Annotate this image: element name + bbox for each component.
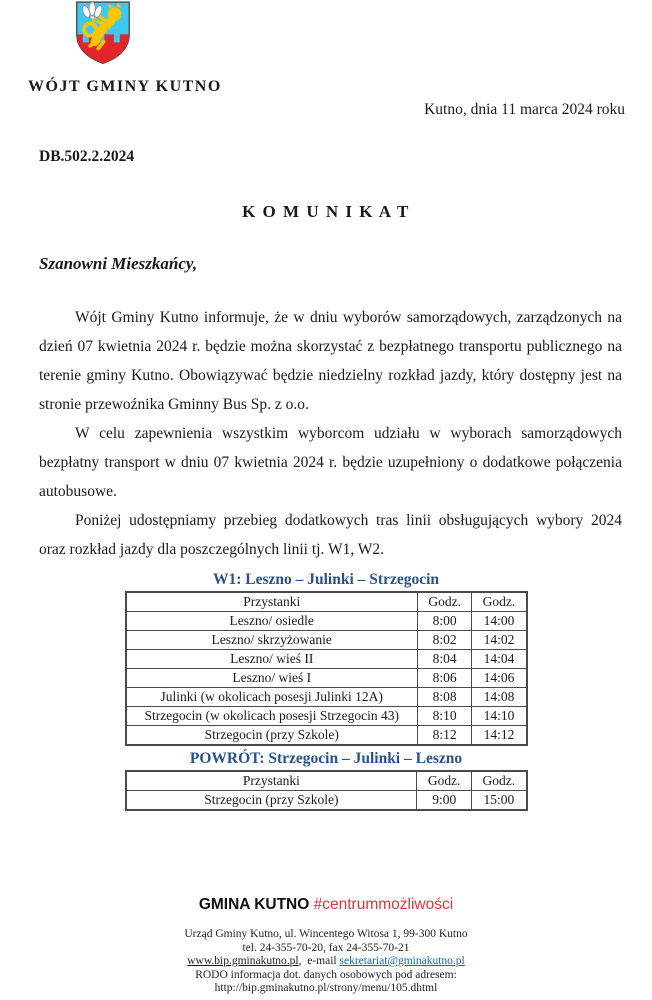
route-w1-title: W1: Leszno – Julinki – Strzegocin	[212, 571, 440, 588]
time-cell: 14:10	[472, 707, 527, 726]
coat-of-arms	[74, 0, 132, 71]
time-column-header: Godz.	[472, 592, 527, 612]
stop-cell: Strzegocin (przy Szkole)	[126, 726, 418, 746]
body-text	[39, 303, 622, 564]
stop-cell: Leszno/ wieś II	[126, 650, 418, 669]
rodo-url: http://bip.gminakutno.pl/strony/menu/105.dhtml	[214, 982, 438, 994]
address-line: Urząd Gminy Kutno, ul. Wincentego Witosa 1, 99-300 Kutno	[184, 928, 468, 940]
time-column-header: Godz.	[417, 771, 472, 791]
time-cell: 8:00	[417, 612, 472, 631]
stop-cell: Leszno/ skrzyżowanie	[126, 631, 418, 650]
table-row	[126, 650, 527, 669]
reference-number: DB.502.2.2024	[39, 148, 135, 165]
paragraph-3: Poniżej udostępniamy przebieg dodatkowych tras linii obsługujących wybory 2024 oraz rozkład jazdy dla poszczególnych linii tj. W1, W2.	[39, 512, 622, 558]
time-cell: 14:12	[472, 726, 527, 746]
table-row	[126, 612, 527, 631]
stops-column-header: Przystanki	[126, 771, 417, 791]
route-return-table	[125, 770, 528, 811]
stop-cell: Leszno/ wieś I	[126, 669, 418, 688]
time-cell: 8:12	[417, 726, 472, 746]
phone-line: tel. 24-355-70-20, fax 24-355-70-21	[242, 941, 410, 954]
address-block	[0, 928, 652, 996]
table-row	[126, 631, 527, 650]
route-return-title: POWRÓT: Strzegocin – Julinki – Leszno	[189, 750, 463, 767]
stop-cell: Leszno/ osiedle	[126, 612, 418, 631]
document-title: K O M U N I K A T	[242, 202, 410, 221]
brand-line	[0, 896, 652, 914]
timetables-section	[0, 571, 652, 811]
links-separator: , e-mail	[298, 955, 340, 967]
email-link[interactable]: sekretariat@gminakutno.pl	[339, 955, 465, 967]
time-cell: 14:06	[472, 669, 527, 688]
salutation: Szanowni Mieszkańcy,	[39, 254, 198, 273]
brand-hashtag: #centrummożliwości	[313, 896, 454, 913]
time-cell: 14:02	[472, 631, 527, 650]
route-w1-table	[125, 591, 528, 746]
time-cell: 8:06	[417, 669, 472, 688]
time-cell: 8:04	[417, 650, 472, 669]
table-row	[126, 669, 527, 688]
time-cell: 15:00	[472, 791, 527, 811]
stops-column-header: Przystanki	[126, 592, 418, 612]
time-cell: 14:00	[472, 612, 527, 631]
stop-cell: Strzegocin (przy Szkole)	[126, 791, 417, 811]
table-row	[126, 726, 527, 746]
time-cell: 8:08	[417, 688, 472, 707]
bip-link[interactable]: www.bip.gminakutno.pl	[187, 955, 299, 967]
time-column-header: Godz.	[417, 592, 472, 612]
time-cell: 14:04	[472, 650, 527, 669]
links-line	[0, 955, 652, 969]
footer	[0, 896, 652, 996]
office-name: WÓJT GMINY KUTNO	[28, 78, 222, 95]
table-row	[126, 688, 527, 707]
stop-cell: Strzegocin (w okolicach posesji Strzegocin 43)	[126, 707, 418, 726]
paragraph-1: Wójt Gminy Kutno informuje, że w dniu wyborów samorządowych, zarządzonych na dzień 07 kwietnia 2024 r. będzie można skorzystać z bezpłatnego transportu publicznego na terenie gminy Kutno. Obowiązywać będzie niedzielny rozkład jazdy, który dostępny jest na stronie przewoźnika Gminny Bus Sp. z o.o.	[39, 309, 622, 413]
time-cell: 8:10	[417, 707, 472, 726]
time-cell: 8:02	[417, 631, 472, 650]
dateline: Kutno, dnia 11 marca 2024 roku	[424, 101, 625, 118]
brand-name: GMINA KUTNO	[198, 896, 310, 913]
header-row	[126, 771, 527, 791]
time-cell: 9:00	[417, 791, 472, 811]
coat-of-arms-icon	[74, 0, 132, 66]
table-row	[126, 707, 527, 726]
time-column-header: Godz.	[472, 771, 527, 791]
rodo-line: RODO informacja dot. danych osobowych pod adresem:	[195, 968, 457, 981]
header-row	[126, 592, 527, 612]
table-row	[126, 791, 527, 811]
paragraph-2: W celu zapewnienia wszystkim wyborcom udziału w wyborach samorządowych bezpłatny transport w dniu 07 kwietnia 2024 r. będzie uzupełniony o dodatkowe połączenia autobusowe.	[39, 425, 622, 500]
time-cell: 14:08	[472, 688, 527, 707]
stop-cell: Julinki (w okolicach posesji Julinki 12A)	[126, 688, 418, 707]
